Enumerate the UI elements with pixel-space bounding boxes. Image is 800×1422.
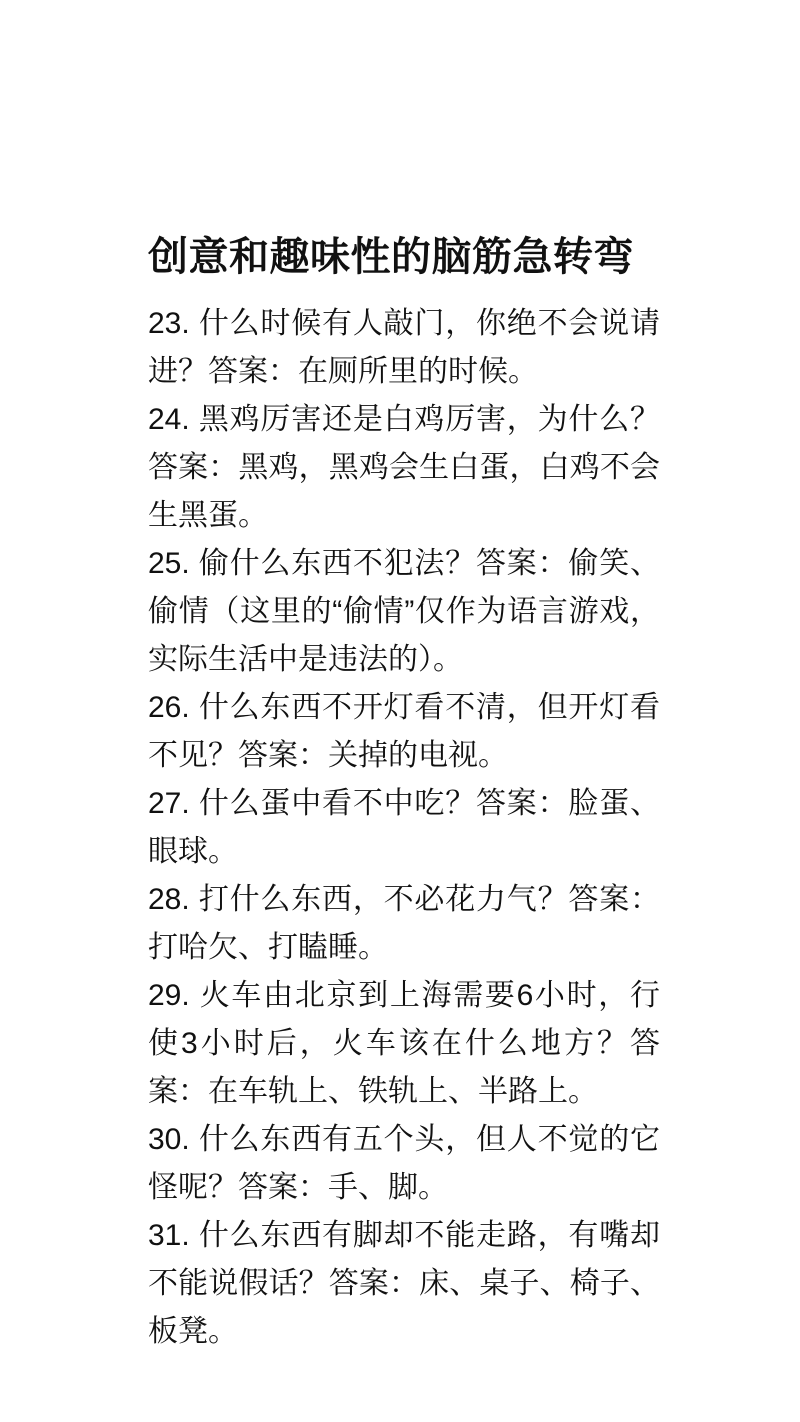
riddle-item-31: 31. 什么东西有脚却不能走路，有嘴却不能说假话？答案：床、桌子、椅子、板凳。 bbox=[148, 1219, 660, 1348]
riddle-item-25: 25. 偷什么东西不犯法？答案：偷笑、偷情（这里的“偷情”仅作为语言游戏，实际生活中是违法的）。 bbox=[148, 547, 660, 676]
riddle-item-28: 28. 打什么东西，不必花力气？答案：打哈欠、打瞌睡。 bbox=[148, 883, 660, 964]
document-page bbox=[148, 232, 660, 1356]
riddle-item-30: 30. 什么东西有五个头，但人不觉的它怪呢？答案：手、脚。 bbox=[148, 1123, 660, 1204]
riddle-item-26: 26. 什么东西不开灯看不清，但开灯看不见？答案：关掉的电视。 bbox=[148, 691, 660, 772]
riddle-item-29: 29. 火车由北京到上海需要6小时，行使3小时后，火车该在什么地方？答案：在车轨上、铁轨上、半路上。 bbox=[148, 979, 660, 1108]
riddle-item-23: 23. 什么时候有人敲门，你绝不会说请进？答案：在厕所里的时候。 bbox=[148, 307, 660, 388]
riddle-item-27: 27. 什么蛋中看不中吃？答案：脸蛋、眼球。 bbox=[148, 787, 660, 868]
riddle-item-24: 24. 黑鸡厉害还是白鸡厉害，为什么？答案：黑鸡，黑鸡会生白蛋，白鸡不会生黑蛋。 bbox=[148, 403, 660, 532]
page-title: 创意和趣味性的脑筋急转弯 bbox=[148, 235, 634, 279]
